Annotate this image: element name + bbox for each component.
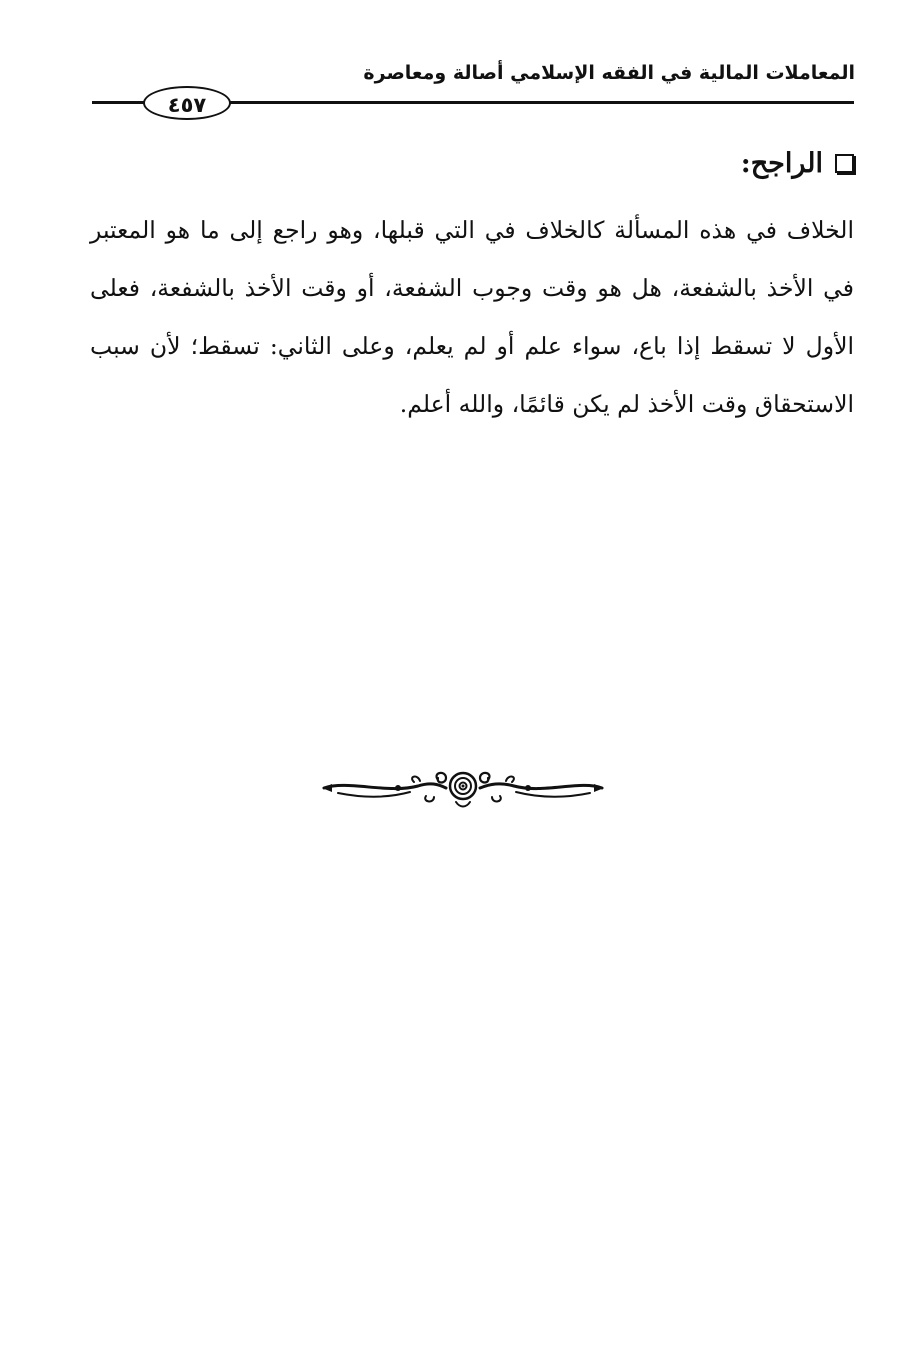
ornament-divider-icon [318,766,608,810]
section-heading-label: الراجح: [740,147,823,179]
section-heading [600,143,854,183]
checkbox-icon [835,154,854,173]
body-paragraph: الخلاف في هذه المسألة كالخلاف في التي قبلها، وهو راجع إلى ما هو المعتبر في الأخذ بالشفعة، هل هو وقت وجوب الشفعة، أو وقت الأخذ بالشفعة، فعلى الأول لا تسقط إذا باع، سواء علم أو لم يعلم، وعلى الثاني: تسقط؛ لأن سبب الاستحقاق وقت الأخذ لم يكن قائمًا، والله أعلم. [90,216,854,418]
running-header: المعاملات المالية في الفقه الإسلامي أصالة ومعاصرة [363,62,855,84]
page-number: ٤٥٧ [143,86,231,120]
